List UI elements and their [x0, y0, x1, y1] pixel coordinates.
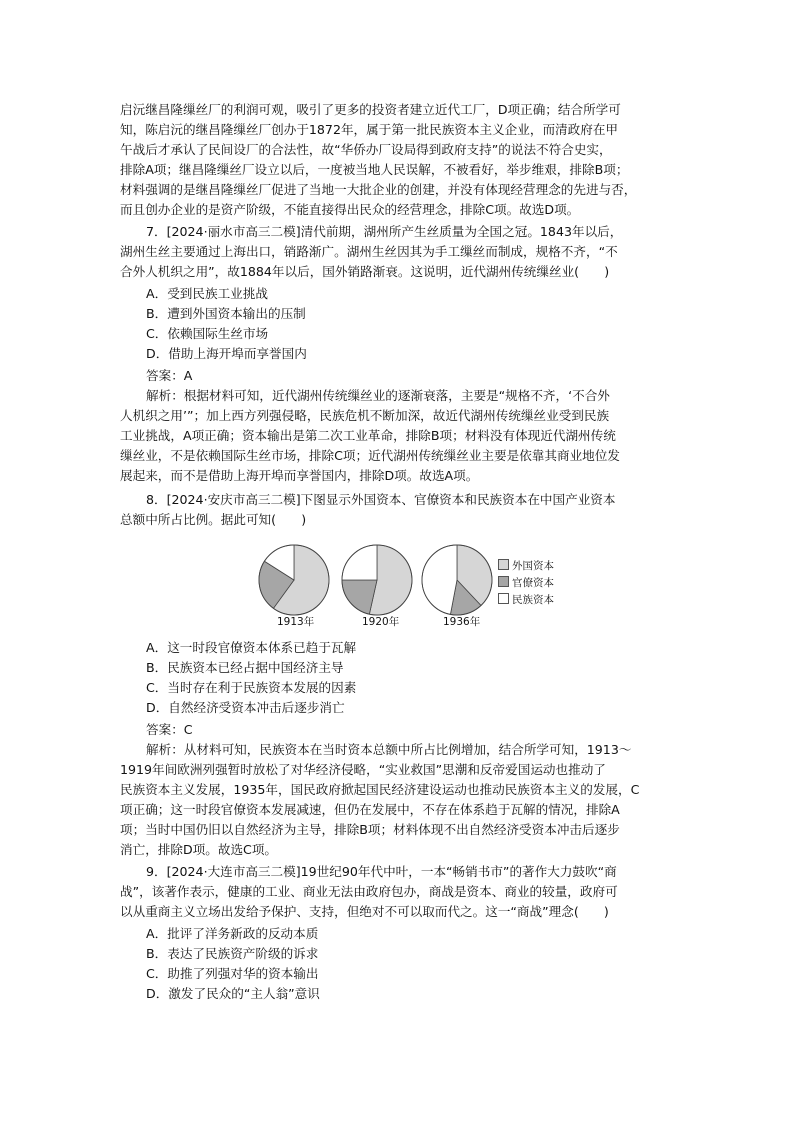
- question-8-stem: 8．[2024·安庆市高三二模]下图显示外国资本、官僚资本和民族资本在中国产业资本: [146, 492, 616, 507]
- answer: 答案：C: [146, 722, 193, 737]
- option-b: B．民族资本已经占据中国经济主导: [146, 660, 344, 675]
- text-line: 战”，该著作表示，健康的工业、商业无法由政府包办，商战是资本、商业的较量，政府可: [120, 884, 618, 899]
- question-9-stem: 9．[2024·大连市高三二模]19世纪90年代中叶，一本“畅销书市”的著作大力鼓吹“商: [146, 864, 617, 879]
- text-line: 消亡，排除D项。故选C项。: [120, 842, 278, 857]
- text-line: 民族资本主义发展，1935年，国民政府掀起国民经济建设运动也推动民族资本主义的发展，C: [120, 782, 640, 797]
- option-d: D．激发了民众的“主人翁”意识: [146, 986, 320, 1001]
- legend-bureaucratic-capital: 官僚资本: [498, 576, 554, 589]
- legend-foreign-capital: 外国资本: [498, 559, 554, 572]
- text-line: 展起来，而不是借助上海开埠而享誉国内，排除D项。故选A项。: [120, 468, 479, 483]
- legend-swatch-foreign: [498, 559, 509, 570]
- pie-label-1913: 1913年: [277, 616, 315, 628]
- option-d: D．自然经济受资本冲击后逐步消亡: [146, 700, 345, 715]
- option-c: C．助推了列强对华的资本输出: [146, 966, 319, 981]
- option-a: A．批评了洋务新政的反动本质: [146, 926, 319, 941]
- text-line: 而且创办企业的是资产阶级，不能直接得出民众的经营理念，排除C项。故选D项。: [120, 202, 580, 217]
- text-line: 以从重商主义立场出发给予保护、支持，但绝对不可以取而代之。这一“商战”理念( ): [120, 904, 609, 919]
- option-a: A．这一时段官僚资本体系已趋于瓦解: [146, 640, 357, 655]
- legend-national-capital: 民族资本: [498, 593, 554, 606]
- pie-label-1920: 1920年: [362, 616, 400, 628]
- text-line: 工业挑战，A项正确；资本输出是第二次工业革命，排除B项；材料没有体现近代湖州传统: [120, 428, 616, 443]
- text-line: 材料强调的是继昌隆缫丝厂促进了当地一大批企业的创建，并没有体现经营理念的先进与否，: [120, 182, 637, 197]
- option-d: D．借助上海开埠而享誉国内: [146, 346, 307, 361]
- text-line: 知，陈启沅的继昌隆缫丝厂创办于1872年，属于第一批民族资本主义企业，而清政府在甲: [120, 122, 619, 137]
- text-line: 排除A项；继昌隆缫丝厂设立以后，一度被当地人民误解，不被看好，举步维艰，排除B项；: [120, 162, 629, 177]
- option-c: C．当时存在利于民族资本发展的因素: [146, 680, 357, 695]
- question-7-stem: 7．[2024·丽水市高三二模]清代前期，湖州所产生丝质量为全国之冠。1843年以后，: [146, 224, 623, 239]
- legend-swatch-national: [498, 593, 509, 604]
- text-line: 合外人机织之用”，故1884年以后，国外销路渐衰。这说明，近代湖州传统缫丝业( ): [120, 264, 610, 279]
- text-line: 午战后才承认了民间设厂的合法性，故“华侨办厂设局得到政府支持”的说法不符合史实，: [120, 142, 612, 157]
- option-b: B．表达了民族资产阶级的诉求: [146, 946, 319, 961]
- text-line: 总额中所占比例。据此可知( ): [120, 512, 307, 527]
- text-line: 缫丝业，不是依赖国际生丝市场，排除C项；近代湖州传统缫丝业主要是依靠其商业地位发: [120, 448, 620, 463]
- text-line: 启沅继昌隆缫丝厂的利润可观，吸引了更多的投资者建立近代工厂，D项正确；结合所学可: [120, 102, 621, 117]
- analysis: 解析：从材料可知，民族资本在当时资本总额中所占比例增加，结合所学可知，1913～: [146, 742, 632, 757]
- option-c: C．依赖国际生丝市场: [146, 326, 269, 341]
- text-line: 人机织之用’”；加上西方列强侵略，民族危机不断加深，故近代湖州传统缫丝业受到民族: [120, 408, 610, 423]
- text-line: 湖州生丝主要通过上海出口，销路渐广。湖州生丝因其为手工缫丝而制成，规格不齐，“不: [120, 244, 618, 259]
- pie-label-1936: 1936年: [443, 616, 481, 628]
- analysis: 解析：根据材料可知，近代湖州传统缫丝业的逐渐衰落，主要是“规格不齐，‘不合外: [146, 388, 610, 403]
- pie-slice-national: [422, 545, 457, 614]
- pie-slice-national: [342, 545, 377, 580]
- pie-chart-figure: [256, 542, 566, 634]
- option-a: A．受到民族工业挑战: [146, 286, 268, 301]
- legend-swatch-bureaucratic: [498, 576, 509, 587]
- text-line: 项正确；这一时段官僚资本发展减速，但仍在发展中，不存在体系趋于瓦解的情况，排除A: [120, 802, 620, 817]
- answer: 答案：A: [146, 368, 193, 383]
- text-line: 项；当时中国仍旧以自然经济为主导，排除B项；材料体现不出自然经济受资本冲击后逐步: [120, 822, 620, 837]
- option-b: B．遭到外国资本输出的压制: [146, 306, 306, 321]
- text-line: 1919年间欧洲列强暂时放松了对华经济侵略，“实业救国”思潮和反帝爱国运动也推动了: [120, 762, 606, 777]
